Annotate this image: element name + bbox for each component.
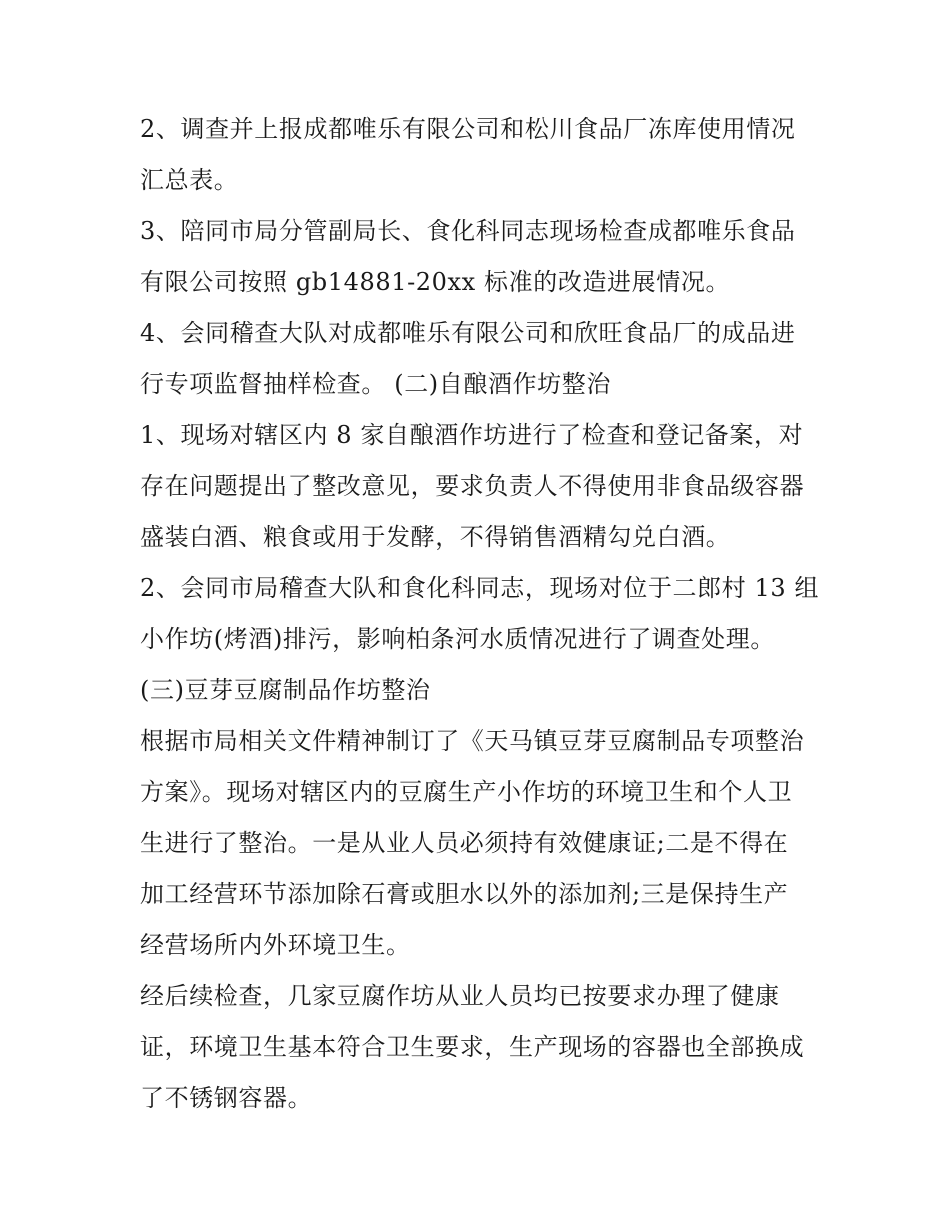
text-line: (三)豆芽豆腐制品作坊整治 xyxy=(140,676,431,704)
text-line: 汇总表。 xyxy=(140,166,239,194)
text-line: 盛装白酒、粮食或用于发酵，不得销售酒精勾兑白酒。 xyxy=(140,523,731,551)
text-line: 2、会同市局稽查大队和食化科同志，现场对位于二郎村 13 组 xyxy=(140,574,820,602)
text-line: 小作坊(烤酒)排污，影响柏条河水质情况进行了调查处理。 xyxy=(140,625,775,653)
text-line: 3、陪同市局分管副局长、食化科同志现场检查成都唯乐食品 xyxy=(140,217,796,245)
text-line: 加工经营环节添加除石膏或胆水以外的添加剂;三是保持生产 xyxy=(140,880,789,908)
text-line: 了不锈钢容器。 xyxy=(140,1084,313,1112)
text-line: 方案》。现场对辖区内的豆腐生产小作坊的环境卫生和个人卫 xyxy=(140,778,793,806)
text-line: 经后续检查，几家豆腐作坊从业人员均已按要求办理了健康 xyxy=(140,982,780,1010)
text-line: 行专项监督抽样检查。 (二)自酿酒作坊整治 xyxy=(140,370,611,398)
text-line: 2、调查并上报成都唯乐有限公司和松川食品厂冻库使用情况 xyxy=(140,115,796,143)
text-line: 4、会同稽查大队对成都唯乐有限公司和欣旺食品厂的成品进 xyxy=(140,319,796,347)
text-line: 根据市局相关文件精神制订了《天马镇豆芽豆腐制品专项整治 xyxy=(140,727,805,755)
text-line: 生进行了整治。一是从业人员必须持有效健康证;二是不得在 xyxy=(140,829,789,857)
text-line: 证，环境卫生基本符合卫生要求，生产现场的容器也全部换成 xyxy=(140,1033,805,1061)
text-line: 1、现场对辖区内 8 家自酿酒作坊进行了检查和登记备案，对 xyxy=(140,421,804,449)
text-line: 存在问题提出了整改意见，要求负责人不得使用非食品级容器 xyxy=(140,472,805,500)
text-line: 有限公司按照 gb14881-20xx 标准的改造进展情况。 xyxy=(140,268,731,296)
text-line: 经营场所内外环境卫生。 xyxy=(140,931,411,959)
document-page xyxy=(140,104,820,1124)
